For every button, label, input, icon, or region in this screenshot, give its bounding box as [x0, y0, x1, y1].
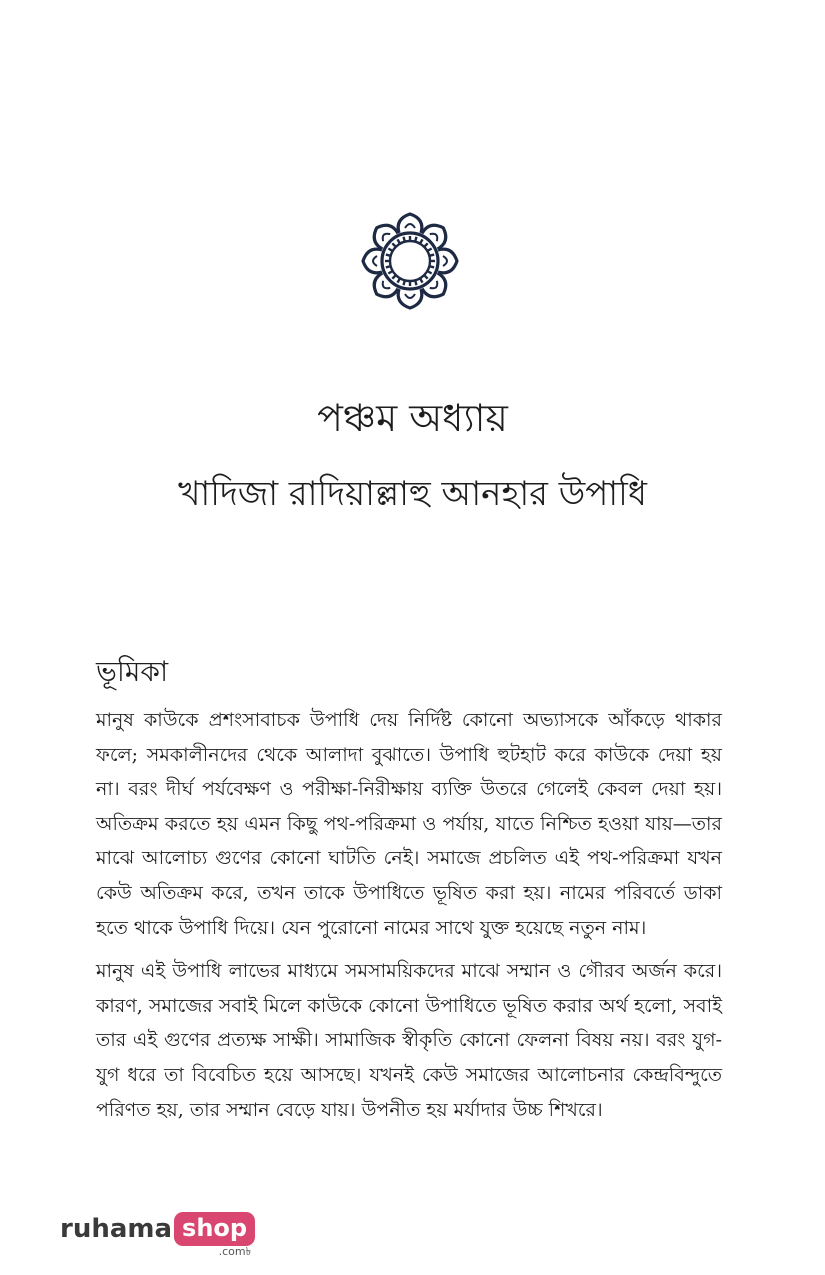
logo-domain-text: .com — [218, 1245, 246, 1258]
chapter-number: পঞ্চম অধ্যায় — [317, 396, 508, 440]
publisher-logo — [60, 1212, 255, 1262]
paragraph: মানুষ কাউকে প্রশংসাবাচক উপাধি দেয় নির্দিষ্ট কোনো অভ্যাসকে আঁকড়ে থাকার ফলে; সমকালীনদের থেকে আলাদা বুঝাতে। উপাধি হুটহাট করে কাউকে দেয়া হয় না। বরং দীর্ঘ পর্যবেক্ষণ ও পরীক্ষা-নিরীক্ষায় ব্যক্তি উতরে গেলেই কেবল দেয়া হয়। অতিক্রম করতে হয় এমন কিছু পথ-পরিক্রমা ও পর্যায়, যাতে নিশ্চিত হওয়া যায়—তার মাঝে আলোচ্য গুণের কোনো ঘাটতি নেই। সমাজে প্রচলিত এই পথ-পরিক্রমা যখন কেউ অতিক্রম করে, তখন তাকে উপাধিতে ভূষিত করা হয়। নামের পরিবর্তে ডাকা হতে থাকে উপাধি দিয়ে। যেন পুরোনো নামের সাথে যুক্ত হয়েছে নতুন নাম। — [96, 709, 722, 939]
taka-mark: ৳ — [245, 1245, 252, 1258]
logo-shop-badge — [174, 1212, 255, 1258]
floral-mandala-icon — [360, 211, 460, 311]
logo-wordmark: ruhama — [60, 1214, 173, 1244]
chapter-title: খাদিজা রাদিয়াল্লাহু আনহার উপাধি — [178, 474, 647, 514]
body-text — [96, 703, 722, 1136]
paragraph: মানুষ এই উপাধি লাভের মাধ্যমে সমসাময়িকদের মাঝে সম্মান ও গৌরব অর্জন করে। কারণ, সমাজের সবাই মিলে কাউকে কোনো উপাধিতে ভূষিত করার অর্থ হলো, সবাই তার এই গুণের প্রত্যক্ষ সাক্ষী। সামাজিক স্বীকৃতি কোনো ফেলনা বিষয় নয়। বরং যুগ-যুগ ধরে তা বিবেচিত হয়ে আসছে। যখনই কেউ সমাজের আলোচনার কেন্দ্রবিন্দুতে পরিণত হয়, তার সম্মান বেড়ে যায়। উপনীত হয় মর্যাদার উচ্চ শিখরে। — [96, 960, 722, 1121]
logo-domain — [219, 1245, 251, 1258]
logo-shop-label: shop — [174, 1212, 255, 1246]
section-heading: ভূমিকা — [96, 655, 169, 688]
